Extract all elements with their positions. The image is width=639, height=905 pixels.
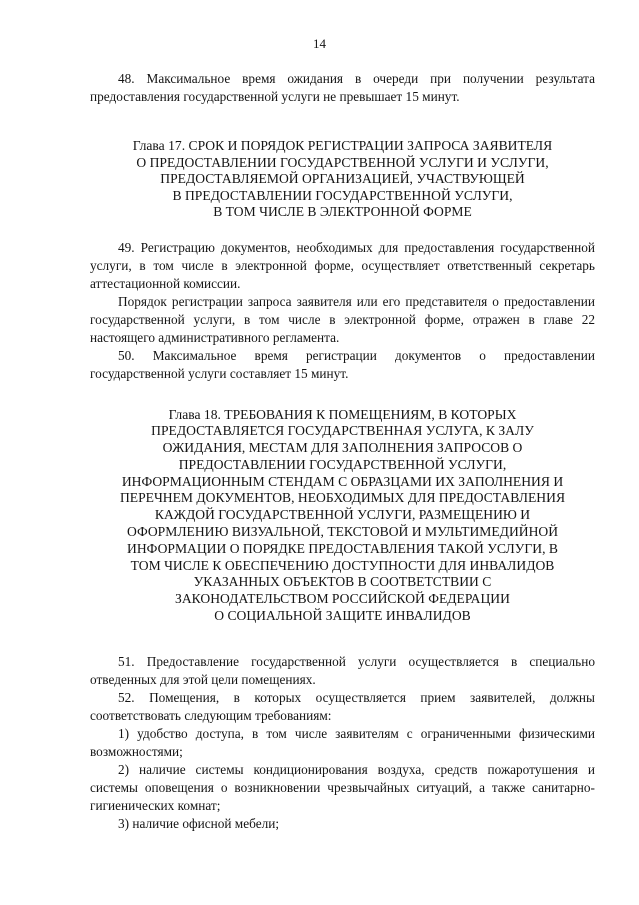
paragraph-registration-order: Порядок регистрации запроса заявителя или его представителя о предоставлении государственной услуги, в том числе в электронной форме, отражен в главе 22 настоящего административного регламента. (90, 293, 595, 345)
paragraph-49: 49. Регистрацию документов, необходимых для предоставления государственной услуги, в том числе в электронной форме, осуществляет ответственный секретарь аттестационной комиссии. (90, 239, 595, 291)
paragraph-50: 50. Максимальное время регистрации документов о предоставлении государственной услуги составляет 15 минут. (90, 347, 595, 381)
page-content (90, 70, 595, 833)
paragraph-48: 48. Максимальное время ожидания в очереди при получении результата предоставления государственной услуги не превышает 15 минут. (90, 71, 595, 104)
list-item-2: 2) наличие системы кондиционирования воздуха, средств пожаротушения и системы оповещения о возникновении чрезвычайных ситуаций, а также санитарно-гигиенических комнат; (90, 761, 595, 813)
paragraph-52: 52. Помещения, в которых осуществляется прием заявителей, должны соответствовать следующим требованиям: (90, 689, 595, 723)
chapter-18-heading: Глава 18. ТРЕБОВАНИЯ К ПОМЕЩЕНИЯМ, В КОТОРЫХ ПРЕДОСТАВЛЯЕТСЯ ГОСУДАРСТВЕННАЯ УСЛУГА, К ЗАЛУ ОЖИДАНИЯ, МЕСТАМ ДЛЯ ЗАПОЛНЕНИЯ ЗАПРОСОВ О ПРЕДОСТАВЛЕНИИ ГОСУДАРСТВЕННОЙ УСЛУГИ, ИНФОРМАЦИОННЫМ СТЕНДАМ С ОБРАЗЦАМИ ИХ ЗАПОЛНЕНИЯ И ПЕРЕЧНЕМ ДОКУМЕНТОВ, НЕОБХОДИМЫХ ДЛЯ ПРЕДОСТАВЛЕНИЯ КАЖДОЙ ГОСУДАРСТВЕННОЙ УСЛУГИ, РАЗМЕЩЕНИЮ И ОФОРМЛЕНИЮ ВИЗУАЛЬНОЙ, ТЕКСТОВОЙ И МУЛЬТИМЕДИЙНОЙ ИНФОРМАЦИИ О ПОРЯДКЕ ПРЕДОСТАВЛЕНИЯ ТАКОЙ УСЛУГИ, В ТОМ ЧИСЛЕ К ОБЕСПЕЧЕНИЮ ДОСТУПНОСТИ ДЛЯ ИНВАЛИДОВ УКАЗАННЫХ ОБЪЕКТОВ В СООТВЕТСТВИИ С ЗАКОНОДАТЕЛЬСТВОМ РОССИЙСКОЙ ФЕДЕРАЦИИ О СОЦИАЛЬНОЙ ЗАЩИТЕ ИНВАЛИДОВ (119, 406, 566, 624)
paragraph-51: 51. Предоставление государственной услуги осуществляется в специально отведенных для этой цели помещениях. (90, 653, 595, 687)
list-item-1: 1) удобство доступа, в том числе заявителям с ограниченными физическими возможностями; (90, 725, 595, 759)
list-item-3: 3) наличие офисной мебели; (118, 815, 280, 831)
page-number: 14 (313, 36, 326, 51)
chapter-17-heading: Глава 17. СРОК И ПОРЯДОК РЕГИСТРАЦИИ ЗАПРОСА ЗАЯВИТЕЛЯ О ПРЕДОСТАВЛЕНИИ ГОСУДАРСТВЕННОЙ УСЛУГИ И УСЛУГИ, ПРЕДОСТАВЛЯЕМОЙ ОРГАНИЗАЦИЕЙ, УЧАСТВУЮЩЕЙ В ПРЕДОСТАВЛЕНИИ ГОСУДАРСТВЕННОЙ УСЛУГИ, В ТОМ ЧИСЛЕ В ЭЛЕКТРОННОЙ ФОРМЕ (132, 138, 553, 219)
